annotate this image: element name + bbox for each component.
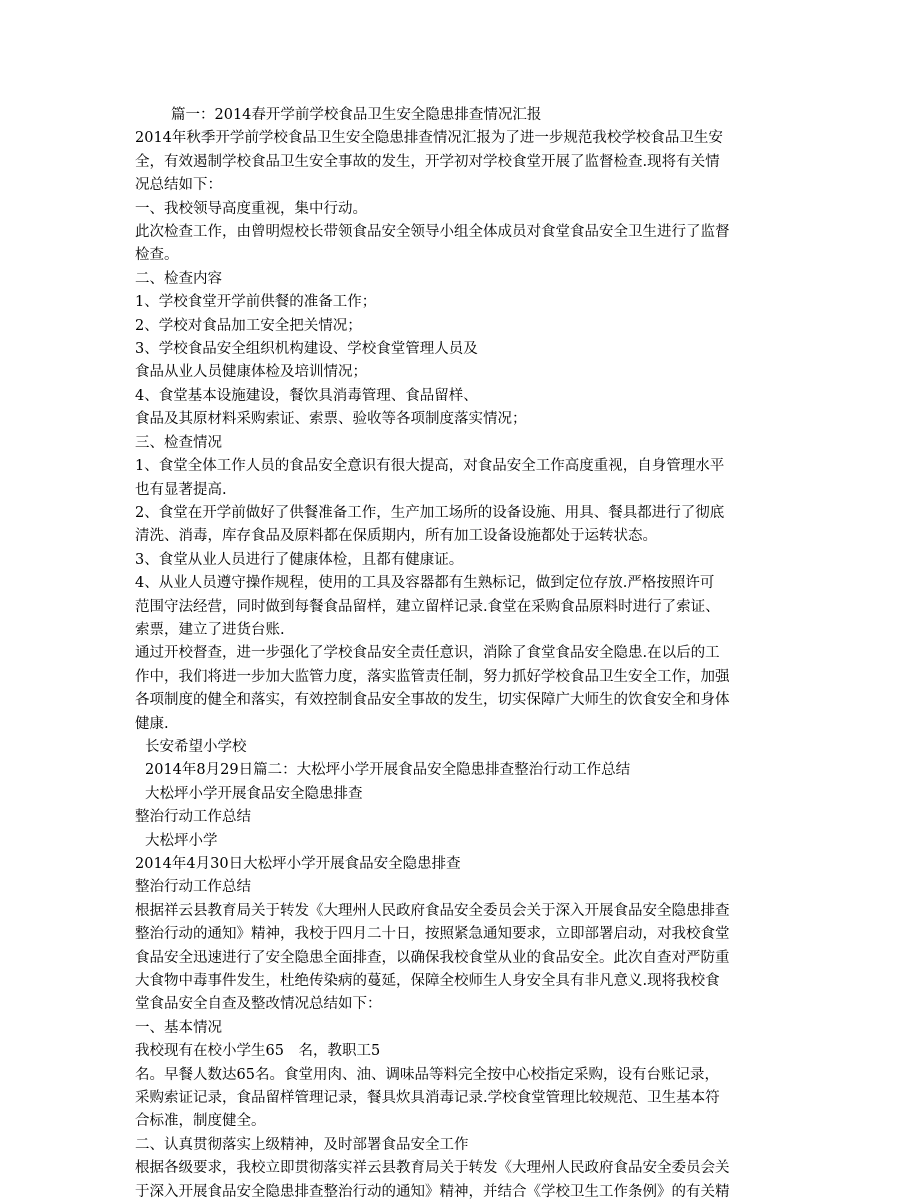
doc-line: 健康. bbox=[135, 715, 169, 732]
doc-line: 况总结如下： bbox=[135, 177, 222, 194]
doc-line: 也有显著提高. bbox=[135, 481, 227, 498]
doc-line: 整治行动工作总结 bbox=[135, 809, 251, 826]
doc-line: 堂食品安全自查及整改情况总结如下： bbox=[135, 996, 382, 1013]
doc-line: 2014年4月30日大松坪小学开展食品安全隐患排查 bbox=[135, 856, 461, 872]
section-heading: 一、我校领导高度重视，集中行动。 bbox=[135, 200, 367, 217]
doc-line: 合标准，制度健全。 bbox=[135, 1113, 266, 1130]
doc-line: 检查。 bbox=[135, 247, 179, 264]
list-item: 1、食堂全体工作人员的食品安全意识有很大提高，对食品安全工作高度重视，自身管理水平 bbox=[135, 458, 725, 475]
doc-line: 食品及其原材料采购索证、索票、验收等各项制度落实情况； bbox=[135, 411, 527, 428]
doc-line: 2014年秋季开学前学校食品卫生安全隐患排查情况汇报为了进一步规范我校学校食品卫生安 bbox=[135, 130, 723, 147]
document-body bbox=[135, 104, 785, 1204]
list-item: 4、从业人员遵守操作规程，使用的工具及容器都有生熟标记，做到定位存放.严格按照许可 bbox=[135, 575, 715, 592]
list-item: 3、食堂从业人员进行了健康体检，且都有健康证。 bbox=[135, 551, 464, 568]
doc-author: 大松坪小学 bbox=[145, 832, 218, 849]
list-item: 4、食堂基本设施建设，餐饮具消毒管理、食品留样、 bbox=[135, 387, 478, 404]
doc-line: 此次检查工作，由曾明煜校长带领食品安全领导小组全体成员对食堂食品安全卫生进行了监督 bbox=[135, 224, 730, 241]
doc-line: 于深入开展食品安全隐患排查整治行动的通知》精神，并结合《学校卫生工作条例》的有关精 bbox=[135, 1183, 730, 1200]
doc-line: 通过开校督查，进一步强化了学校食品安全责任意识，消除了食堂食品安全隐患.在以后的工 bbox=[135, 645, 720, 662]
section-heading: 三、检查情况 bbox=[135, 434, 222, 451]
signature-date: 2014年8月29日篇二：大松坪小学开展食品安全隐患排查整治行动工作总结 bbox=[145, 762, 631, 779]
doc-line: 整治行动的通知》精神，我校于四月二十日，按照紧急通知要求，立即部署启动，对我校食堂 bbox=[135, 926, 730, 943]
doc-line: 整治行动工作总结 bbox=[135, 879, 251, 896]
section-heading: 二、认真贯彻落实上级精神，及时部署食品安全工作 bbox=[135, 1136, 469, 1153]
section-heading: 一、基本情况 bbox=[135, 1019, 222, 1036]
doc-line: 采购索证记录，食品留样管理记录，餐具炊具消毒记录.学校食堂管理比较规范、卫生基本符 bbox=[135, 1090, 720, 1107]
doc-line: 作中，我们将进一步加大监管力度，落实监管责任制，努力抓好学校食品卫生安全工作，加强 bbox=[135, 668, 730, 685]
list-item: 3、学校食品安全组织机构建设、学校食堂管理人员及 bbox=[135, 341, 478, 358]
doc-line: 根据各级要求，我校立即贯彻落实祥云县教育局关于转发《大理州人民政府食品安全委员会关 bbox=[135, 1160, 730, 1177]
doc-line: 各项制度的健全和落实，有效控制食品安全事故的发生，切实保障广大师生的饮食安全和身体 bbox=[135, 692, 730, 709]
doc-line: 清洗、消毒，库存食品及原料都在保质期内，所有加工设备设施都处于运转状态。 bbox=[135, 528, 657, 545]
doc-line: 食品安全迅速进行了安全隐患全面排查，以确保我校食堂从业的食品安全。此次自查对严防重 bbox=[135, 949, 730, 966]
doc-line: 范围守法经营，同时做到每餐食品留样，建立留样记录.食堂在采购食品原料时进行了索证、 bbox=[135, 598, 720, 615]
list-item: 2、学校对食品加工安全把关情况； bbox=[135, 317, 362, 334]
doc-subtitle: 大松坪小学开展食品安全隐患排查 bbox=[145, 785, 363, 802]
doc-line: 全，有效遏制学校食品卫生安全事故的发生，开学初对学校食堂开展了监督检查.现将有关情 bbox=[135, 153, 720, 170]
doc-title: 篇一：2014春开学前学校食品卫生安全隐患排查情况汇报 bbox=[171, 107, 542, 123]
signature-school: 长安希望小学校 bbox=[145, 738, 247, 755]
doc-line: 根据祥云县教育局关于转发《大理州人民政府食品安全委员会关于深入开展食品安全隐患排查 bbox=[135, 902, 730, 919]
list-item: 1、学校食堂开学前供餐的准备工作； bbox=[135, 294, 377, 311]
doc-line: 我校现有在校小学生65 名，教职工5 bbox=[135, 1043, 381, 1060]
list-item: 2、食堂在开学前做好了供餐准备工作，生产加工场所的设备设施、用具、餐具都进行了彻底 bbox=[135, 504, 725, 521]
doc-line: 大食物中毒事件发生，杜绝传染病的蔓延，保障全校师生人身安全具有非凡意义.现将我校食 bbox=[135, 973, 720, 990]
doc-line: 索票，建立了进货台账. bbox=[135, 621, 285, 638]
section-heading: 二、检查内容 bbox=[135, 270, 222, 287]
doc-line: 名。早餐人数达65名。食堂用肉、油、调味品等料完全按中心校指定采购，设有台账记录， bbox=[135, 1066, 719, 1083]
doc-line: 食品从业人员健康体检及培训情况； bbox=[135, 364, 367, 381]
